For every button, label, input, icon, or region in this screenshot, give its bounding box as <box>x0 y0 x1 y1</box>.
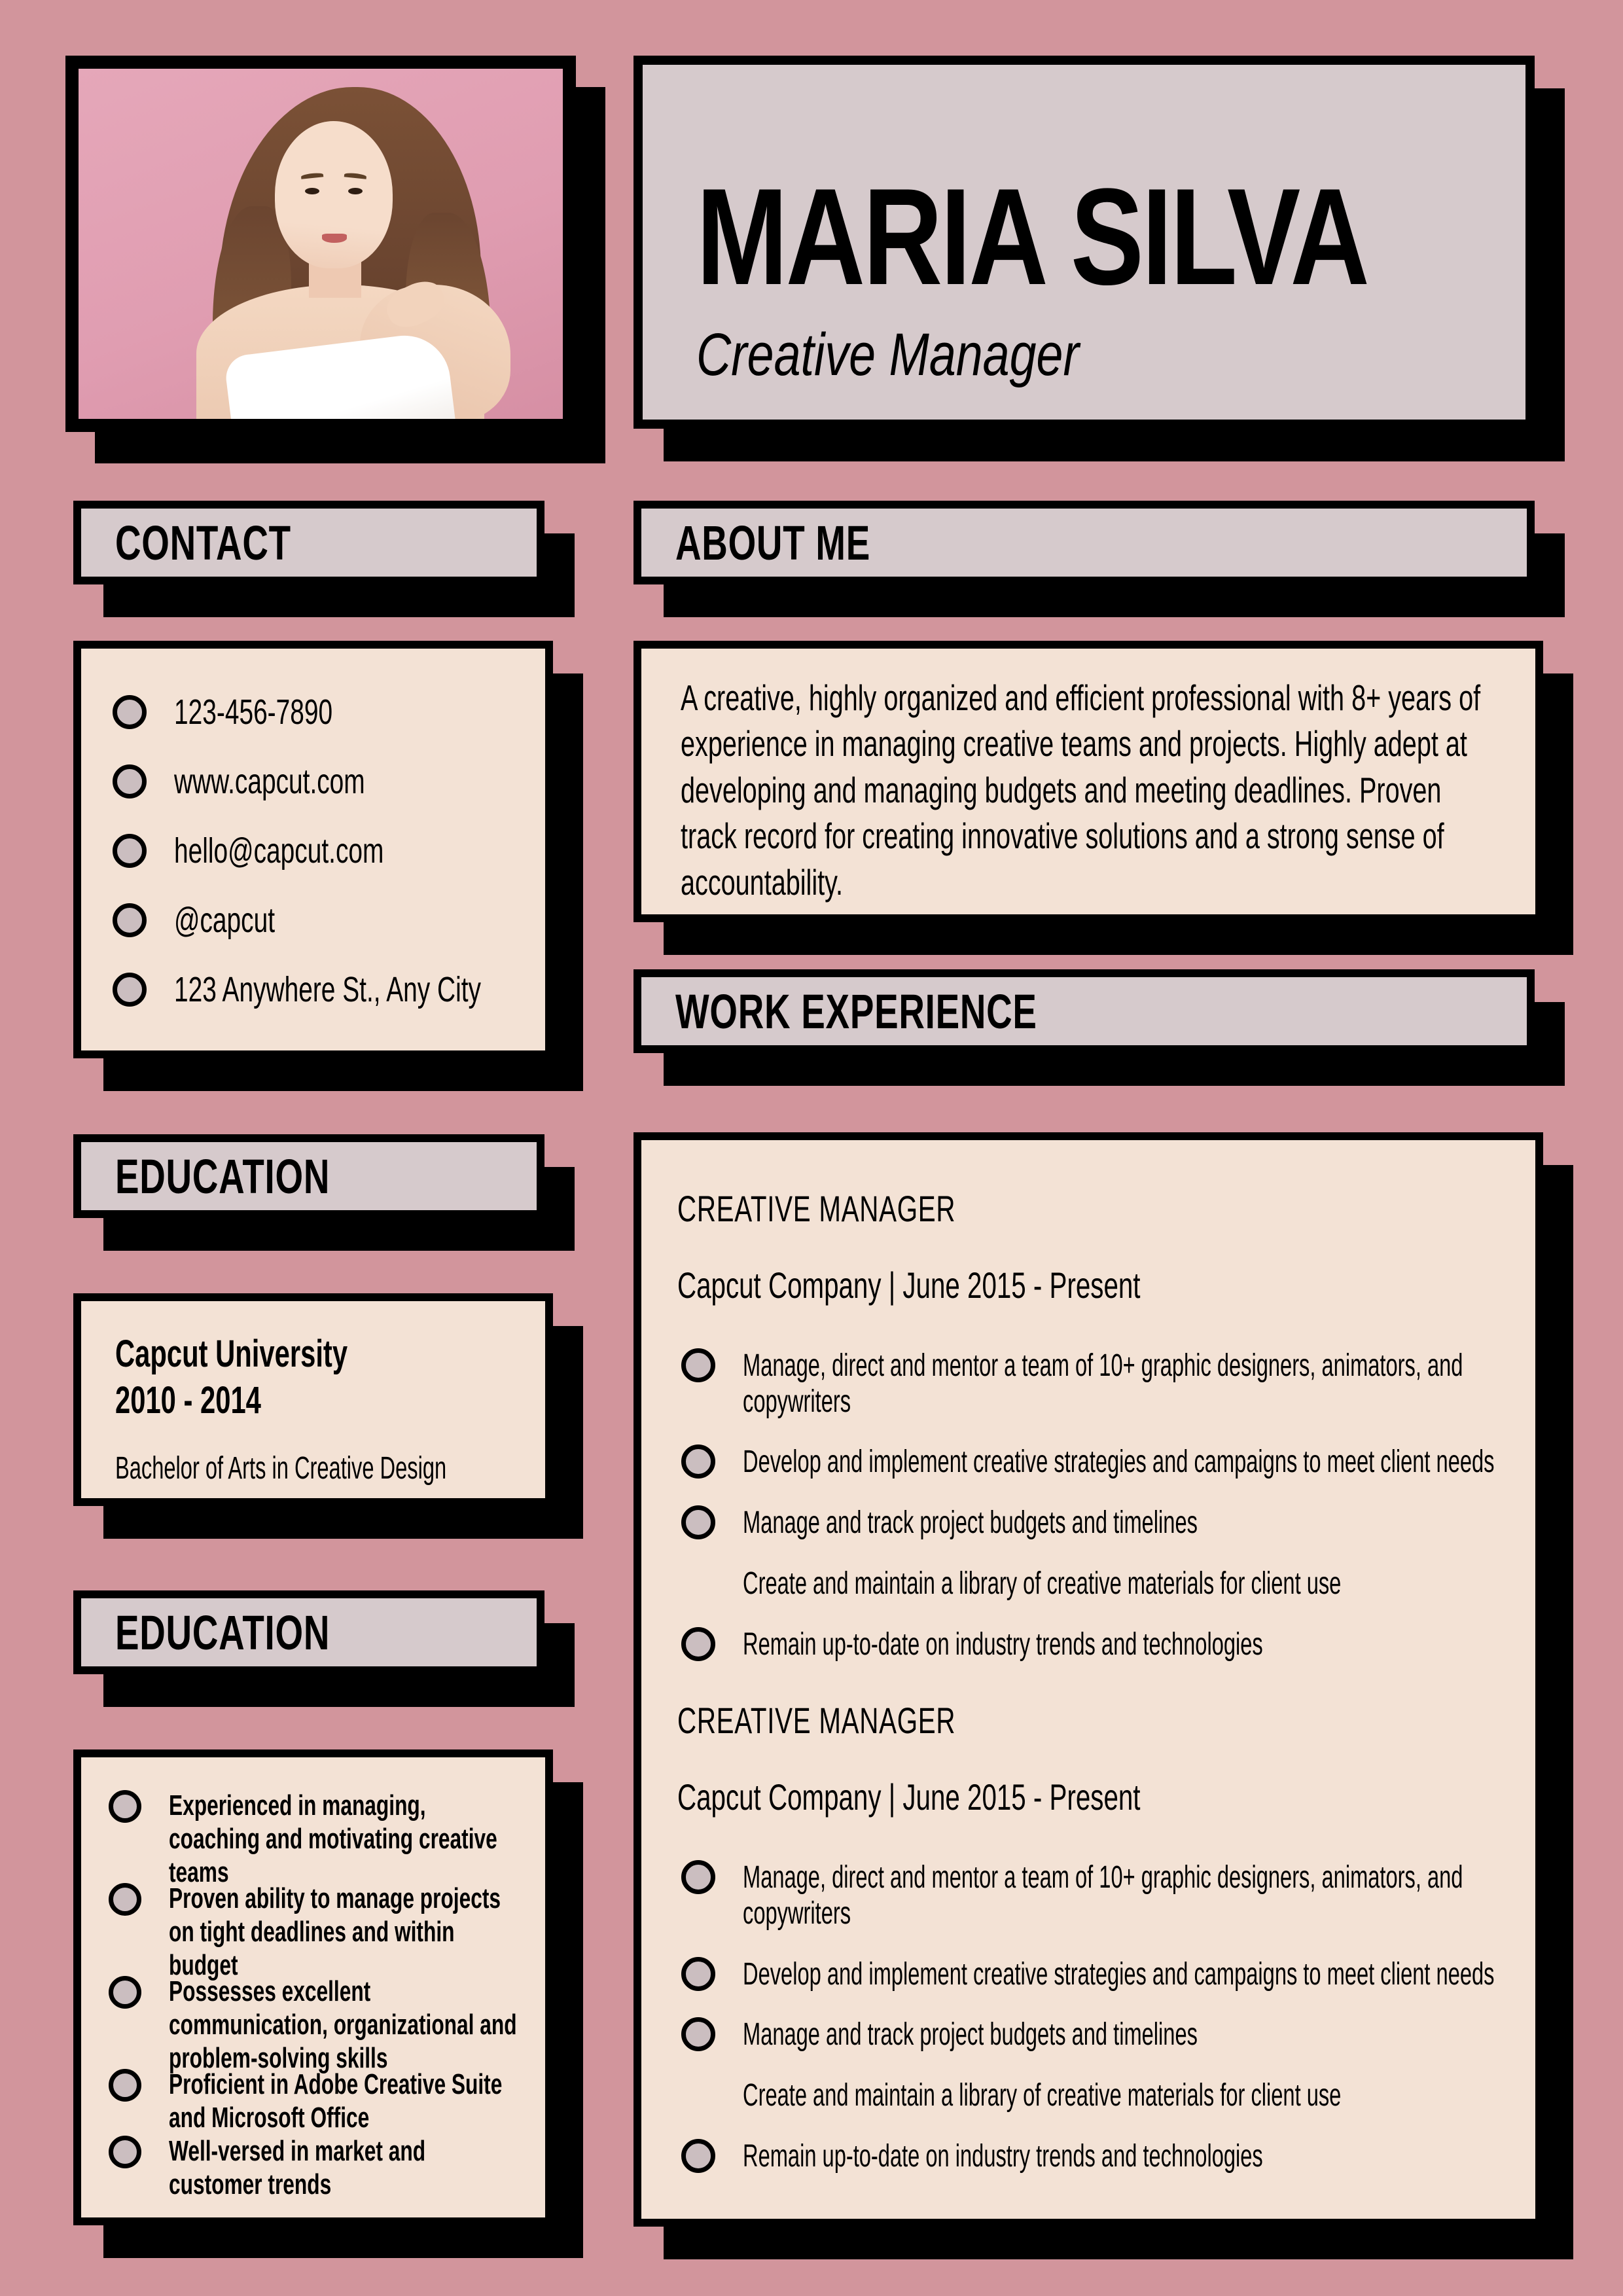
person-name: MARIA SILVA <box>696 160 1368 314</box>
bullet-circle-icon <box>113 973 147 1007</box>
job-entry <box>677 1699 1499 2174</box>
work-heading-panel <box>633 969 1535 1053</box>
skills-heading: EDUCATION <box>115 1605 330 1660</box>
job-entry <box>677 1187 1499 1662</box>
bullet-circle-icon <box>109 2136 141 2168</box>
name-header-panel <box>633 56 1535 429</box>
eye-right <box>348 188 363 194</box>
job-bullet: Manage and track project budgets and timelines <box>677 2017 1499 2053</box>
portrait-illustration <box>79 69 563 419</box>
bullet-circle-icon <box>109 1976 141 2009</box>
contact-list <box>73 641 553 1058</box>
job-bullet-list <box>677 1860 1499 2174</box>
skill-item: Possesses excellent communication, organizational and problem-solving skills <box>109 1975 518 2052</box>
contact-item: 123-456-7890 <box>113 692 514 732</box>
about-heading: ABOUT ME <box>675 515 870 570</box>
job-bullet: Develop and implement creative strategies and campaigns to meet client needs <box>677 1957 1499 1993</box>
job-bullet-list <box>677 1348 1499 1662</box>
eye-left <box>305 188 319 194</box>
bullet-circle-icon <box>681 1957 715 1991</box>
bullet-circle-icon <box>113 903 147 937</box>
portrait-photo <box>65 56 576 432</box>
education-heading-panel <box>73 1134 544 1218</box>
job-bullet: Develop and implement creative strategies and campaigns to meet client needs <box>677 1444 1499 1480</box>
job-company-dates: Capcut Company | June 2015 - Present <box>677 1776 1141 1818</box>
job-bullet: Create and maintain a library of creative materials for client use <box>743 1566 1342 1601</box>
job-bullet: Remain up-to-date on industry trends and technologies <box>677 2139 1499 2175</box>
skill-item: Proficient in Adobe Creative Suite and Microsoft Office <box>109 2068 518 2119</box>
bullet-circle-icon <box>681 1860 715 1894</box>
lips-shape <box>322 234 347 243</box>
skill-item: Experienced in managing, coaching and motivating creative teams <box>109 1789 518 1866</box>
work-panel <box>633 1132 1543 2227</box>
contact-heading: CONTACT <box>115 515 291 570</box>
about-text: A creative, highly organized and efficient professional with 8+ years of experience in managing creative teams and projects. Highly adept at developing and managing budgets and meeting deadlines. Proven track record for creating innovative solutions and a strong sense of accountability. <box>681 677 1481 903</box>
job-bullet: Remain up-to-date on industry trends and technologies <box>677 1627 1499 1663</box>
education-school: Capcut University 2010 - 2014 <box>115 1331 511 1424</box>
bullet-circle-icon <box>681 1505 715 1539</box>
job-title: CREATIVE MANAGER <box>677 1700 956 1742</box>
bullet-circle-icon <box>681 1348 715 1382</box>
contact-item: www.capcut.com <box>113 761 514 802</box>
job-company-dates: Capcut Company | June 2015 - Present <box>677 1265 1141 1306</box>
about-panel <box>633 641 1543 922</box>
contact-item: @capcut <box>113 900 514 941</box>
bullet-circle-icon <box>113 834 147 868</box>
contact-item: hello@capcut.com <box>113 831 514 871</box>
bullet-circle-icon <box>681 1444 715 1479</box>
skill-item: Well-versed in market and customer trends <box>109 2134 518 2186</box>
education-heading: EDUCATION <box>115 1149 330 1204</box>
contact-item: 123 Anywhere St., Any City <box>113 969 514 1010</box>
bullet-circle-icon <box>113 695 147 729</box>
bullet-circle-icon <box>109 1883 141 1916</box>
skills-list <box>73 1749 553 2225</box>
job-title: CREATIVE MANAGER <box>677 1188 956 1229</box>
face-shape <box>275 121 393 268</box>
work-heading: WORK EXPERIENCE <box>675 984 1037 1039</box>
skill-item: Proven ability to manage projects on tight deadlines and within budget <box>109 1882 518 1959</box>
bullet-circle-icon <box>681 2139 715 2173</box>
job-bullet: Create and maintain a library of creative materials for client use <box>743 2078 1342 2113</box>
job-bullet: Manage and track project budgets and timelines <box>677 1505 1499 1541</box>
bullet-circle-icon <box>681 2017 715 2051</box>
job-bullet: Manage, direct and mentor a team of 10+ graphic designers, animators, and copywriters <box>677 1348 1499 1420</box>
job-bullet: Manage, direct and mentor a team of 10+ graphic designers, animators, and copywriters <box>677 1860 1499 1931</box>
bullet-circle-icon <box>109 1790 141 1823</box>
bullet-circle-icon <box>113 764 147 798</box>
contact-heading-panel <box>73 501 544 584</box>
bullet-circle-icon <box>681 1627 715 1661</box>
person-role: Creative Manager <box>696 321 1079 388</box>
bullet-circle-icon <box>109 2069 141 2102</box>
education-years: 2010 - 2014 <box>115 1378 261 1422</box>
about-heading-panel <box>633 501 1535 584</box>
education-panel <box>73 1293 553 1506</box>
skills-heading-panel <box>73 1590 544 1674</box>
education-degree: Bachelor of Arts in Creative Design <box>115 1450 447 1486</box>
